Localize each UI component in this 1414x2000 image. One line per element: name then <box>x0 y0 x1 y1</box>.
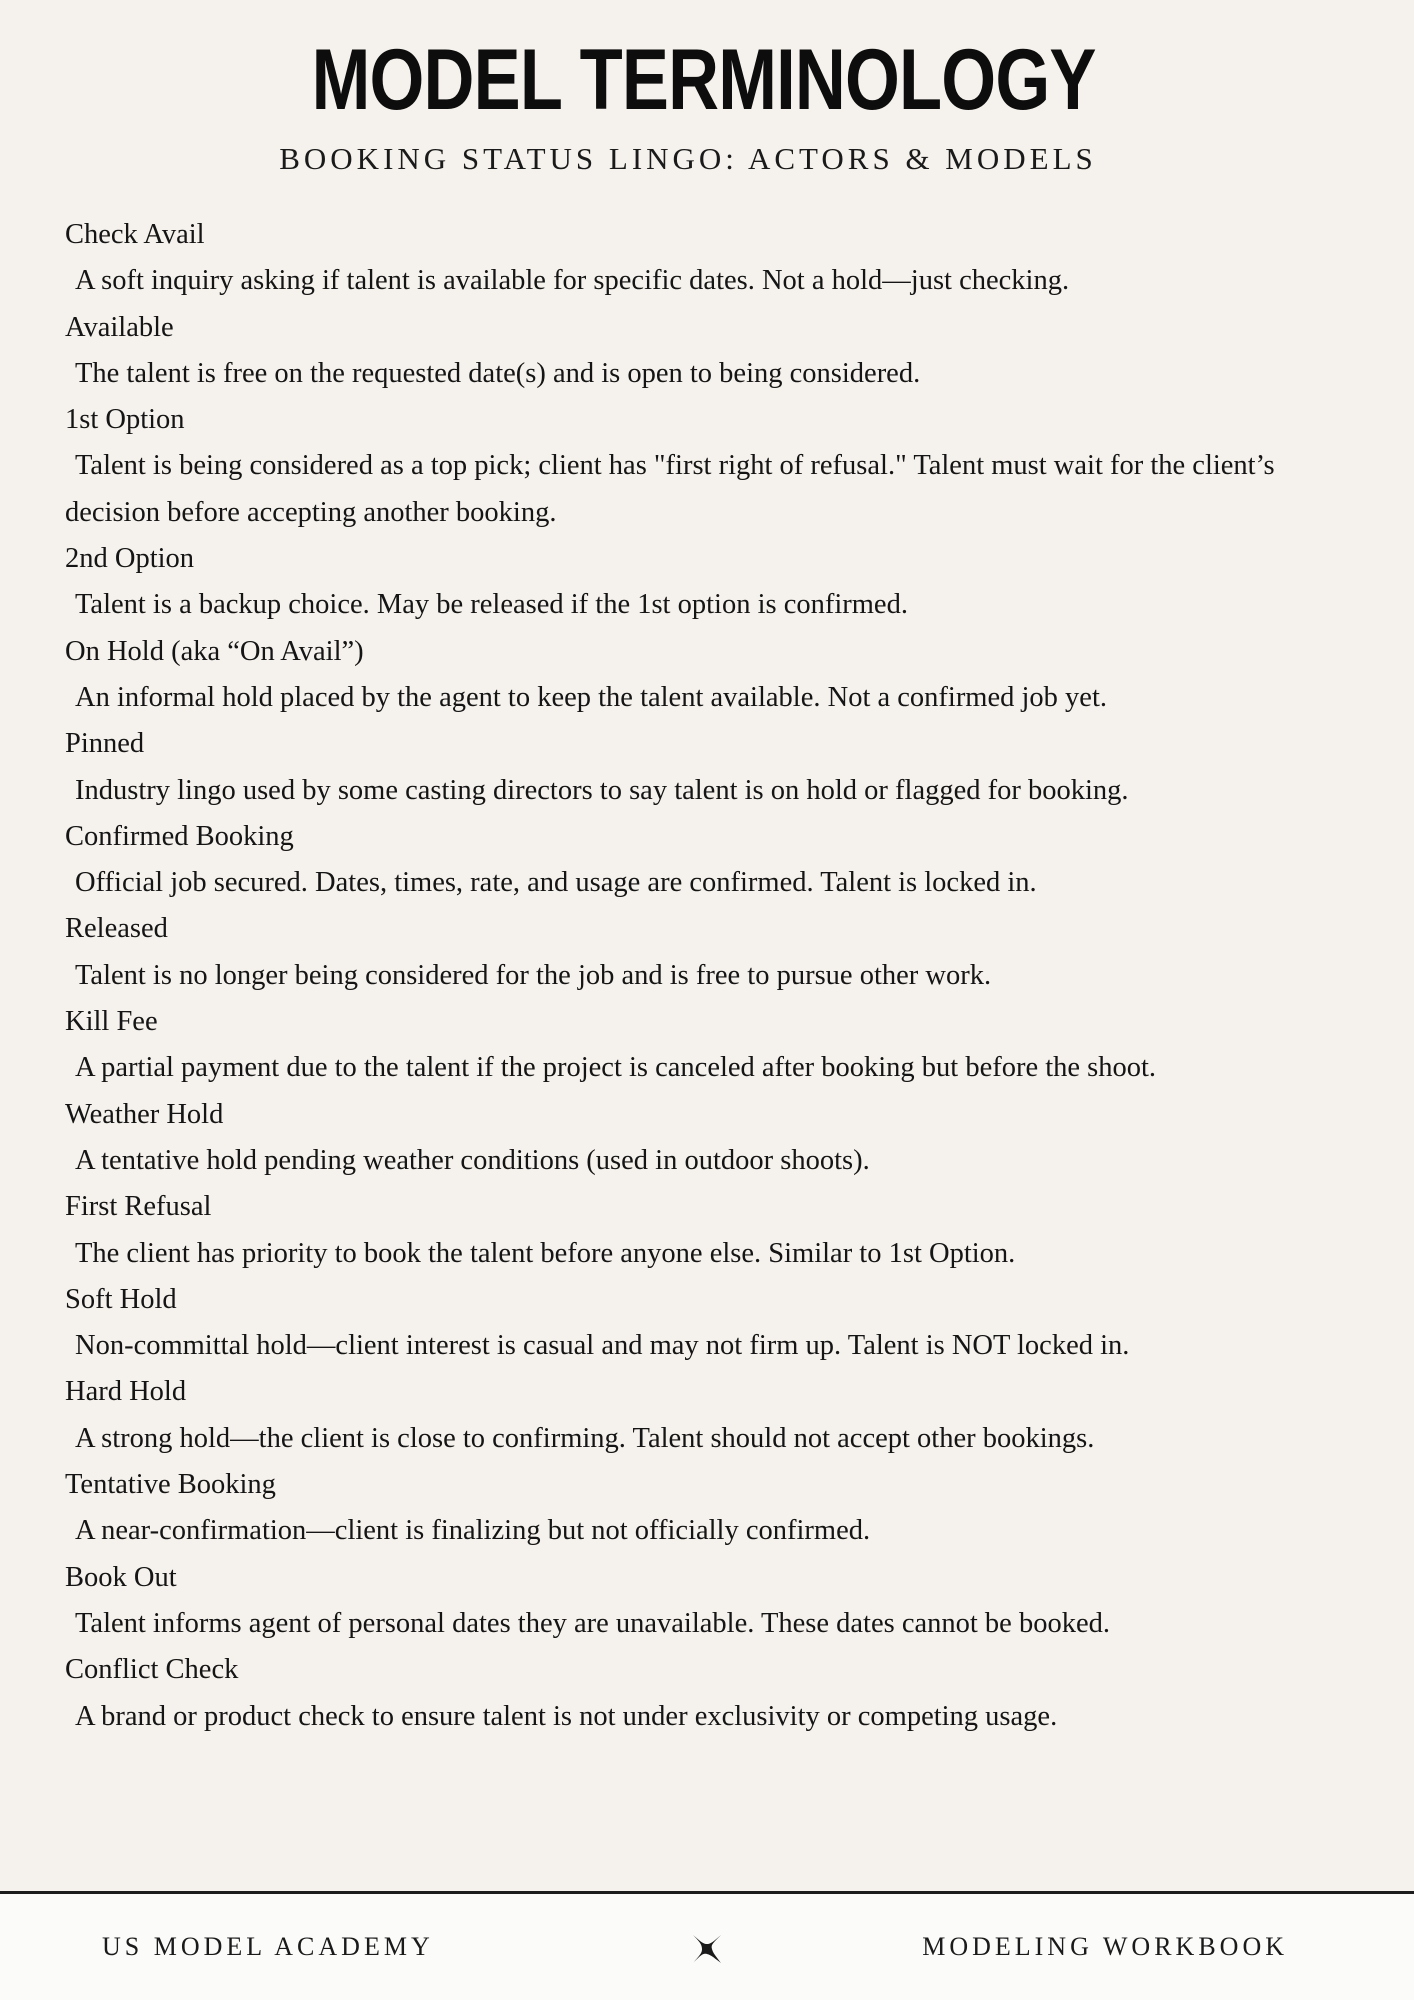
term-definition: A soft inquiry asking if talent is available for specific dates. Not a hold—just checking. <box>75 265 1070 297</box>
term-name: On Hold (aka “On Avail”) <box>65 635 364 667</box>
term-entry <box>65 721 1365 814</box>
footer <box>0 1894 1414 2000</box>
term-entry <box>65 397 1365 536</box>
term-entry <box>65 1647 1365 1740</box>
term-definition: Official job secured. Dates, times, rate, and usage are confirmed. Talent is locked in. <box>75 867 1037 899</box>
term-entry <box>65 1555 1365 1648</box>
term-definition: The client has priority to book the talent before anyone else. Similar to 1st Option. <box>75 1237 1016 1269</box>
footer-brand: US MODEL ACADEMY <box>102 1932 434 1961</box>
term-definition: Talent informs agent of personal dates they are unavailable. These dates cannot be booked. <box>75 1607 1110 1639</box>
term-definition: A near-confirmation—client is finalizing but not officially confirmed. <box>75 1515 871 1547</box>
term-entry <box>65 906 1365 999</box>
term-name: Hard Hold <box>65 1376 187 1408</box>
term-name: Book Out <box>65 1561 177 1593</box>
term-definition: Talent is no longer being considered for the job and is free to pursue other work. <box>75 959 992 991</box>
term-definition: The talent is free on the requested date(s) and is open to being considered. <box>75 357 921 389</box>
term-entry <box>65 629 1365 722</box>
four-point-star-icon <box>690 1932 724 1966</box>
footer-workbook-label: MODELING WORKBOOK <box>922 1932 1288 1961</box>
term-name: Released <box>65 913 168 945</box>
term-name: Weather Hold <box>65 1098 224 1130</box>
term-name: Confirmed Booking <box>65 820 294 852</box>
term-entry <box>65 814 1365 907</box>
term-name: Conflict Check <box>65 1654 239 1686</box>
term-list <box>65 212 1365 1740</box>
term-name: First Refusal <box>65 1191 212 1223</box>
term-definition: A partial payment due to the talent if the project is canceled after booking but before the shoot. <box>75 1052 1157 1084</box>
term-entry <box>65 1092 1365 1185</box>
term-entry <box>65 536 1365 629</box>
term-entry <box>65 1184 1365 1277</box>
term-name: Kill Fee <box>65 1006 158 1038</box>
term-entry <box>65 999 1365 1092</box>
term-name: 1st Option <box>65 404 185 436</box>
term-entry <box>65 1277 1365 1370</box>
term-definition: A tentative hold pending weather conditions (used in outdoor shoots). <box>75 1144 870 1176</box>
term-definition: A strong hold—the client is close to confirming. Talent should not accept other bookings. <box>75 1422 1095 1454</box>
term-definition: Non-committal hold—client interest is casual and may not firm up. Talent is NOT locked in. <box>75 1330 1130 1362</box>
term-entry <box>65 1369 1365 1462</box>
term-name: Pinned <box>65 728 145 760</box>
term-entry <box>65 212 1365 305</box>
term-name: Tentative Booking <box>65 1469 276 1501</box>
term-name: Check Avail <box>65 219 205 250</box>
term-definition: Industry lingo used by some casting directors to say talent is on hold or flagged for booking. <box>75 774 1129 806</box>
term-definition: Talent is a backup choice. May be released if the 1st option is confirmed. <box>75 589 908 621</box>
term-entry <box>65 1462 1365 1555</box>
term-name: Soft Hold <box>65 1283 177 1315</box>
term-definition: An informal hold placed by the agent to keep the talent available. Not a confirmed job yet. <box>75 681 1107 713</box>
term-definition: Talent is being considered as a top pick; client has "first right of refusal." Talent must wait for the client’s decision before accepting another booking. <box>65 450 1275 528</box>
page-title: MODEL TERMINOLOGY <box>311 32 1096 128</box>
term-name: 2nd Option <box>65 543 195 575</box>
term-name: Available <box>65 311 174 343</box>
term-definition: A brand or product check to ensure talent is not under exclusivity or competing usage. <box>75 1700 1058 1732</box>
term-entry <box>65 305 1365 398</box>
page-subtitle: BOOKING STATUS LINGO: ACTORS & MODELS <box>279 141 1097 176</box>
